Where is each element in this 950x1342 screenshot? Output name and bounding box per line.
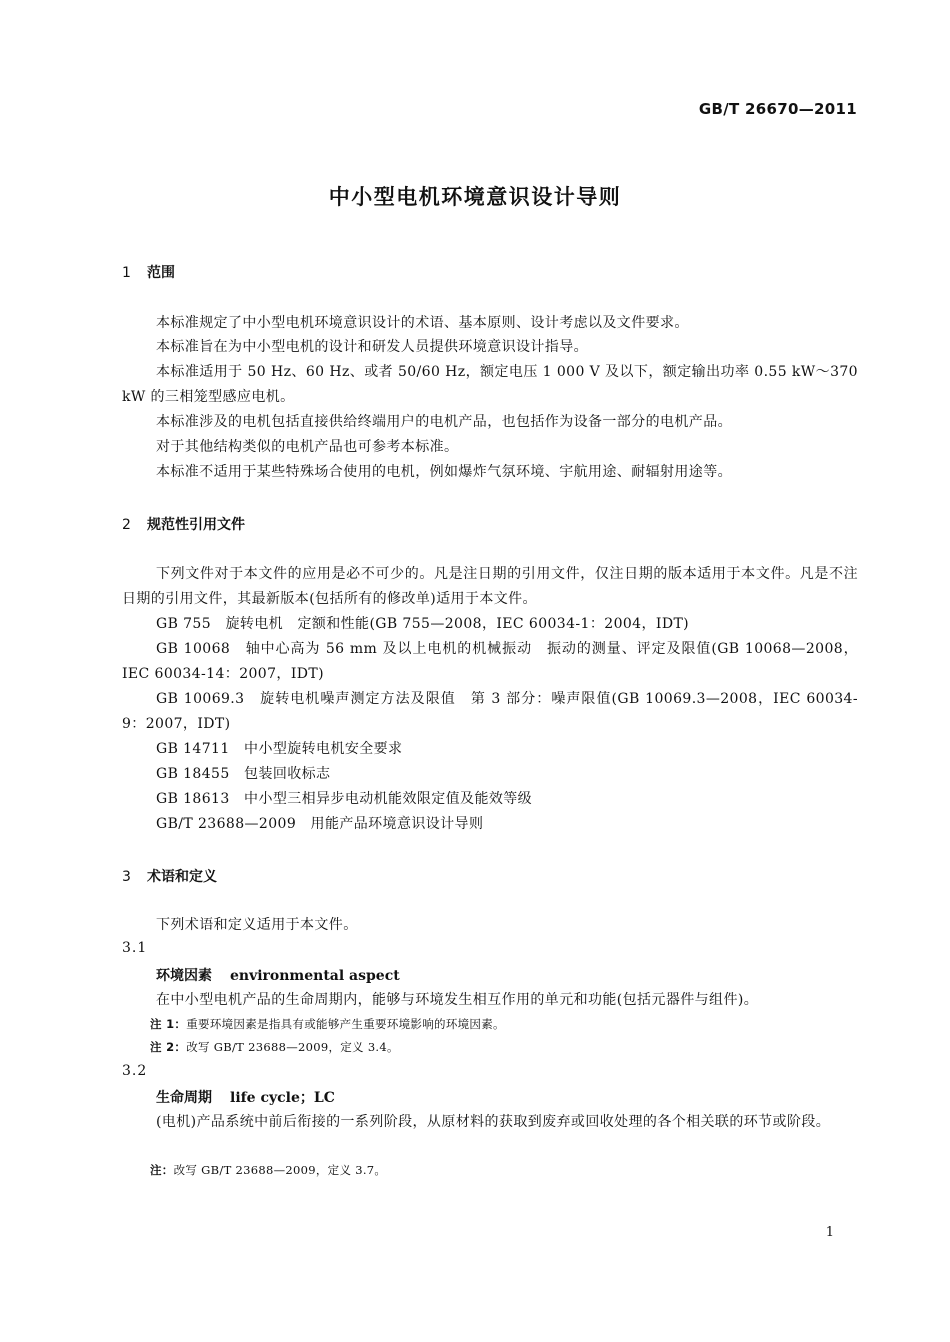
term-en: life cycle；LC (230, 1090, 335, 1106)
note-text: 改写 GB/T 23688—2009，定义 3.7。 (173, 1163, 387, 1177)
terms-intro: 下列术语和定义适用于本文件。 (156, 917, 358, 933)
term-number: 3.2 (122, 1063, 148, 1079)
section-title: 范围 (147, 265, 175, 281)
document-title: 中小型电机环境意识设计导则 (328, 185, 622, 209)
note-label: 注 1： (150, 1017, 187, 1031)
term-note (150, 1039, 399, 1055)
note-label: 注： (150, 1163, 174, 1177)
section-number: 2 (122, 517, 131, 533)
scope-paragraph-1: 本标准规定了中小型电机环境意识设计的术语、基本原则、设计考虑以及文件要求。 (156, 315, 689, 331)
reference-item: GB 18455 包装回收标志 (156, 766, 331, 782)
scope-paragraph-3: 本标准适用于 50 Hz、60 Hz、或者 50/60 Hz，额定电压 1 000 V 及以下，额定输出功率 0.55 kW～370 kW 的三相笼型感应电机。 (122, 364, 858, 405)
term-zh: 生命周期 (156, 1090, 212, 1106)
references-intro: 下列文件对于本文件的应用是必不可少的。凡是注日期的引用文件，仅注日期的版本适用于本文件。凡是不注日期的引用文件，其最新版本(包括所有的修改单)适用于本文件。 (122, 566, 858, 607)
note-label: 注 2： (150, 1040, 187, 1054)
note-text: 重要环境因素是指具有或能够产生重要环境影响的环境因素。 (186, 1017, 505, 1031)
term-definition: (电机)产品系统中前后衔接的一系列阶段，从原材料的获取到废弃或回收处理的各个相关联的环节或阶段。 (156, 1114, 831, 1130)
term-en: environmental aspect (230, 968, 400, 984)
term-note (150, 1016, 505, 1032)
section-title: 规范性引用文件 (147, 517, 245, 533)
section-heading-references (122, 514, 245, 534)
scope-paragraph-4: 本标准涉及的电机包括直接供给终端用户的电机产品，也包括作为设备一部分的电机产品。 (156, 414, 732, 430)
scope-paragraph-5: 对于其他结构类似的电机产品也可参考本标准。 (156, 439, 459, 455)
term-note (150, 1162, 386, 1178)
reference-item: GB 10068 轴中心高为 56 mm 及以上电机的机械振动 振动的测量、评定及限值(GB 10068—2008，IEC 60034-14：2007，IDT) (122, 641, 858, 682)
section-heading-terms (122, 866, 217, 886)
term-heading (156, 965, 400, 985)
reference-item: GB 14711 中小型旋转电机安全要求 (156, 741, 403, 757)
section-heading-scope (122, 262, 175, 282)
reference-item: GB/T 23688—2009 用能产品环境意识设计导则 (156, 816, 484, 832)
reference-item: GB 10069.3 旋转电机噪声测定方法及限值 第 3 部分：噪声限值(GB 10069.3—2008，IEC 60034-9：2007，IDT) (122, 691, 858, 732)
section-title: 术语和定义 (147, 869, 217, 885)
page-number: 1 (825, 1225, 834, 1240)
term-zh: 环境因素 (156, 968, 212, 984)
term-heading (156, 1087, 335, 1107)
scope-paragraph-6: 本标准不适用于某些特殊场合使用的电机，例如爆炸气氛环境、宇航用途、耐辐射用途等。 (156, 464, 732, 480)
note-text: 改写 GB/T 23688—2009，定义 3.4。 (186, 1040, 399, 1054)
reference-item: GB 18613 中小型三相异步电动机能效限定值及能效等级 (156, 791, 533, 807)
term-number: 3.1 (122, 940, 148, 956)
section-number: 1 (122, 265, 131, 281)
section-number: 3 (122, 869, 131, 885)
standard-code: GB/T 26670—2011 (698, 100, 857, 118)
scope-paragraph-2: 本标准旨在为中小型电机的设计和研发人员提供环境意识设计指导。 (156, 339, 588, 355)
reference-item: GB 755 旋转电机 定额和性能(GB 755—2008，IEC 60034-1：2004，IDT) (156, 616, 690, 632)
term-definition: 在中小型电机产品的生命周期内，能够与环境发生相互作用的单元和功能(包括元器件与组件)。 (156, 992, 759, 1008)
